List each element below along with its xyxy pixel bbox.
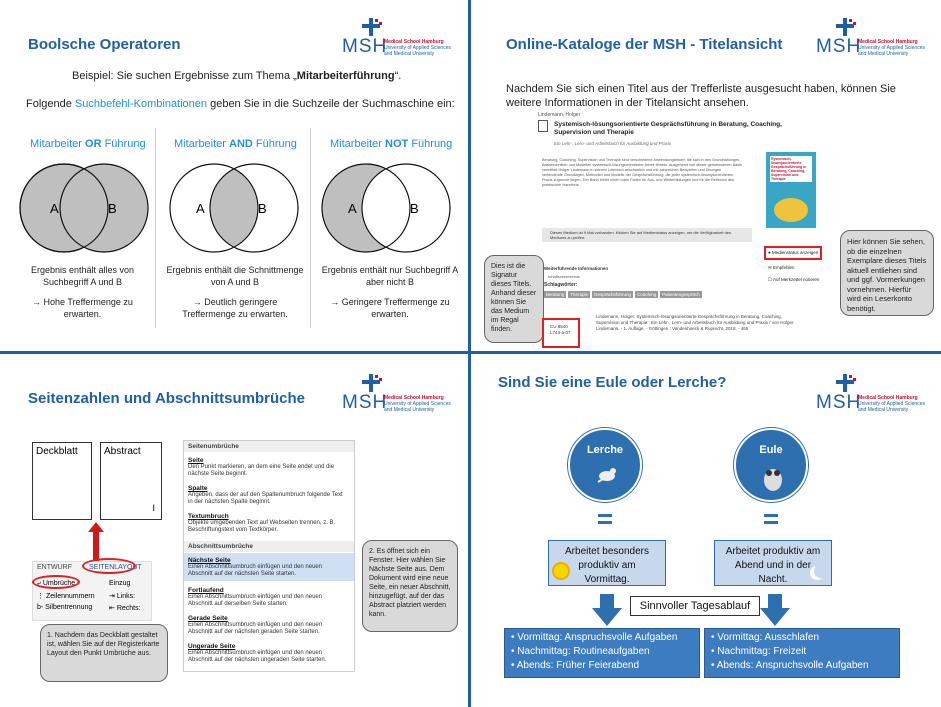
owl-icon	[760, 462, 786, 492]
text-cursor-icon: I	[152, 503, 155, 513]
venn-or-diagram	[16, 162, 152, 254]
red-arrow-up-icon	[88, 522, 104, 562]
call-number: CU 8540 L743-a-07	[550, 324, 571, 335]
breaks-highlight	[32, 575, 80, 589]
logo-text: MSH	[342, 36, 388, 57]
info-icon: ●	[768, 250, 771, 255]
breaks-button[interactable]: ⤶ Umbrüche ▾	[37, 580, 81, 587]
media-status-button[interactable]: ● Medienstatus anzeigen	[768, 250, 819, 255]
instruction-text: Folgende Suchbefehl-Kombinationen geben Sie in die Suchzeile der Suchmaschine ein:	[26, 98, 455, 110]
slide-title: Seitenzahlen und Abschnittsumbrüche	[28, 390, 305, 407]
menu-item-seite[interactable]: Seite Den Punkt markieren, an dem eine Seite endet und die nächste Seite beginnt.	[188, 457, 335, 477]
or-result: Ergebnis enthält alles von Suchbegriff A und B → Hohe Treffermenge zu erwarten.	[30, 265, 135, 319]
intro-text: Nachdem Sie sich einen Titel aus der Trefferliste ausgesucht haben, können Sie weitere Informationen in der Titelansicht ansehen.	[506, 83, 896, 109]
list-item: • Vormittag: Anspruchsvolle Aufgaben	[511, 632, 678, 643]
page-abstract: Abstract I	[100, 442, 162, 520]
line-numbers-button[interactable]: ⋮ Zeilennummern	[37, 593, 95, 600]
horizontal-divider	[0, 351, 941, 354]
menu-heading-section-breaks: Abschnittsumbrüche	[184, 541, 354, 552]
callout-step2: 2. Es öffnet sich ein Fenster. Hier wählen Sie Nächste Seite aus. Dem Dokument wird eine neue Seite, ein neuer Abschnitt, hinzugefügt, auf der das Abstract platziert werden kann.	[362, 540, 458, 632]
svg-text:A: A	[196, 201, 205, 216]
book-cover: Systemisch-lösungsorientierte Gesprächsführung in Beratung, Coaching, Supervision und Therapie	[766, 152, 816, 228]
slide-page-breaks[interactable]	[0, 356, 466, 706]
and-heading: Mitarbeiter AND Führung	[174, 138, 297, 150]
keyword-tag[interactable]: Coaching	[637, 292, 657, 297]
menu-item-textumbruch[interactable]: Textumbruch Objekte umgebenden Text auf Webseiten trennen, z. B. Beschriftungstext vom Textkörper.	[188, 513, 336, 533]
watchlist-button[interactable]: ☐ Auf Merkzettel notieren	[768, 277, 820, 282]
equals-icon	[764, 514, 778, 524]
book-icon	[538, 120, 548, 132]
slide-boolean-operators[interactable]	[0, 0, 466, 350]
list-item: • Vormittag: Ausschlafen	[711, 632, 820, 643]
keyword-list	[544, 291, 702, 298]
column-separator	[310, 128, 311, 328]
further-info-heading: Weiterführende Informationen	[544, 266, 609, 271]
column-separator	[155, 128, 156, 328]
msh-logo: MSH Medical School Hamburg University of Applied Sciences and Medical University	[342, 374, 452, 414]
slide-title: Boolsche Operatoren	[28, 36, 181, 53]
venn-not-diagram	[318, 162, 458, 254]
tab-seitenlayout[interactable]: SEITENLAYOUT	[89, 564, 142, 571]
eule-circle: Eule	[734, 428, 808, 502]
equals-icon	[598, 514, 612, 524]
not-result: Ergebnis enthält nur Suchbegriff A aber nicht B → Geringere Treffermenge zu erwarten.	[321, 265, 459, 319]
menu-heading-page-breaks: Seitenumbrüche	[184, 441, 354, 452]
book-subtitle: Ein Lehr-, Lern- und Arbeitsbuch für Ausbildung und Praxis	[554, 141, 672, 146]
toc-link[interactable]: Inhaltsverzeichnis	[548, 274, 580, 279]
not-heading: Mitarbeiter NOT Führung	[330, 138, 453, 150]
keyword-tag[interactable]: Gesprächsführung	[594, 292, 632, 297]
logo-cross-icon	[360, 18, 384, 36]
menu-item-gerade-seite[interactable]: Gerade Seite Einen Abschnittsumbruch einfügen und den neuen Abschnitt auf der nächsten geraden Seite starten.	[188, 615, 323, 635]
page-deckblatt: Deckblatt	[32, 442, 92, 520]
book-description: Beratung, Coaching, Supervision und Therapie sind verschiedene Anwendungsfelder, die sich in den Grundhaltungen, Basistechniken und Modellen systemisch-lösungsorientierter Arbeit ähneln. Ausgehend von dieser gemeinsamen Basis vermittelt Holger Lindemann in seinem Lehrbuch anschaulich und mit zahlreichen Beispielen und Übungen verbindende Grundlagen, Methoden und Modelle der Gesprächsführung, die jeder systemisch-lösungsorientierten Praxis zugrunde liegen. Der Band bietet einen roten Faden für Aus- und Weiterbildungen und für die Reflexion des praktischen Handelns.	[542, 158, 742, 187]
moon-icon	[814, 564, 828, 578]
hyphenation-button[interactable]: b- Silbentrennung	[37, 604, 93, 611]
eule-description: Arbeitet produktiv am Abend und in der Nacht.	[714, 540, 832, 586]
callout-status: Hier können Sie sehen, ob die einzelnen Exemplare dieses Titels aktuell entliehen sind und ggf. Vormerkungen vornehmen. Hierfür wird ein Leserkonto benötigt.	[840, 230, 934, 316]
recommend-button[interactable]: ✉ Empfehlen	[768, 265, 795, 270]
svg-text:B: B	[258, 201, 267, 216]
tagesablauf-label: Sinnvoller Tagesablauf	[630, 596, 760, 616]
layout-tab-highlight	[82, 558, 136, 574]
keywords-label: Schlagwörter:	[544, 282, 578, 288]
menu-item-naechste-seite[interactable]: Nächste Seite Einen Abschnittsumbruch einfügen und den neuen Abschnitt auf der nächsten Seite starten.	[188, 557, 323, 577]
keyword-tag[interactable]: Therapie	[570, 292, 589, 297]
slide-owl-or-lark[interactable]	[474, 356, 940, 706]
list-item: • Nachmittag: Routineaufgaben	[511, 646, 650, 657]
citation: Lindemann, Holger: Systemisch-lösungsorientierte Gesprächsführung in Beratung, Coaching, Supervision und Therapie : Ein Lehr-, Lern- und Arbeitsbuch für Ausbildung und Praxis / von Holger Lindemann. - 1. Auflage. - Göttingen : Vandenhoeck & Ruprecht, 2018. - 465	[596, 314, 794, 331]
msh-logo: MSH Medical School Hamburg University of Applied Sciences and Medical University	[816, 374, 926, 414]
indent-label: Einzug	[109, 580, 131, 587]
list-item: • Abends: Anspruchsvolle Aufgaben	[711, 660, 869, 671]
venn-label-a: A	[50, 201, 59, 216]
slide-online-catalog[interactable]	[474, 0, 940, 350]
lerche-description: Arbeitet besonders produktiv am Vormittag.	[548, 540, 666, 586]
logo-cross-icon	[360, 374, 384, 392]
list-item: • Abends: Früher Feierabend	[511, 660, 640, 671]
logo-cross-icon	[834, 374, 858, 392]
logo-cross-icon	[834, 18, 858, 36]
lerche-schedule	[504, 628, 700, 678]
availability-note: Dieses Medium ist 9 Mal vorhanden. Klicken Sie auf Medienstatus anzeigen, um die Verfügbarkeit des Mediums zu prüfen.	[542, 228, 752, 242]
venn-and-diagram	[166, 162, 302, 254]
callout-signature: Dies ist die Signatur dieses Titels. Anhand dieser können Sie das Medium im Regal finden.	[484, 255, 544, 343]
svg-text:B: B	[410, 201, 419, 216]
eule-schedule	[704, 628, 900, 678]
catalog-screenshot	[538, 112, 828, 346]
arrow-down-icon	[760, 594, 790, 626]
lerche-circle: Lerche	[568, 428, 642, 502]
book-title[interactable]: Systemisch-lösungsorientierte Gesprächsführung in Beratung, Coaching, Supervision und Therapie	[554, 121, 782, 136]
menu-item-ungerade-seite[interactable]: Ungerade Seite Einen Abschnittsumbruch einfügen und den neuen Abschnitt auf der nächsten ungeraden Seite starten.	[188, 643, 327, 663]
menu-item-spalte[interactable]: Spalte Angeben, dass der auf den Spaltenumbruch folgende Text in der nächsten Spalte beginnt.	[188, 485, 343, 505]
svg-text:A: A	[348, 201, 357, 216]
menu-item-fortlaufend[interactable]: Fortlaufend Einen Abschnittsumbruch einfügen und den neuen Abschnitt auf derselben Seite starten.	[188, 587, 323, 607]
list-item: • Nachmittag: Freizeit	[711, 646, 807, 657]
breaks-menu[interactable]	[183, 440, 355, 672]
keyword-tag[interactable]: Beratung	[546, 292, 565, 297]
and-result: Ergebnis enthält die Schnittmenge von A und B → Deutlich geringere Treffermenge zu erwarten.	[166, 265, 304, 319]
indent-left[interactable]: ⇥ Links:	[109, 593, 136, 600]
or-heading: Mitarbeiter OR Führung	[30, 138, 146, 150]
msh-logo: MSH Medical School Hamburg University of Applied Sciences and Medical University	[816, 18, 926, 58]
slide-title: Sind Sie eine Eule oder Lerche?	[498, 374, 727, 391]
tab-entwurf[interactable]: ENTWURF	[37, 564, 72, 571]
arrow-down-icon	[592, 594, 622, 626]
sun-icon	[554, 564, 568, 578]
lark-icon	[594, 462, 620, 488]
callout-step1: 1. Nachdem das Deckblatt gestaltet ist, wählen Sie auf der Registerkarte Layout den Punkt Umbrüche aus.	[40, 624, 168, 682]
venn-label-b: B	[108, 201, 117, 216]
author: Lindemann, Holger	[538, 112, 581, 118]
indent-right[interactable]: ⇤ Rechts:	[109, 605, 141, 612]
example-text: Beispiel: Sie suchen Ergebnisse zum Thema „Mitarbeiterführung“.	[72, 70, 402, 82]
msh-logo	[342, 18, 452, 58]
slide-title: Online-Kataloge der MSH - Titelansicht	[506, 36, 783, 53]
keyword-tag[interactable]: Patientengespräch	[662, 292, 700, 297]
signature-highlight	[542, 318, 580, 348]
logo-subtitle: Medical School Hamburg University of Applied Sciences and Medical University	[384, 39, 451, 57]
